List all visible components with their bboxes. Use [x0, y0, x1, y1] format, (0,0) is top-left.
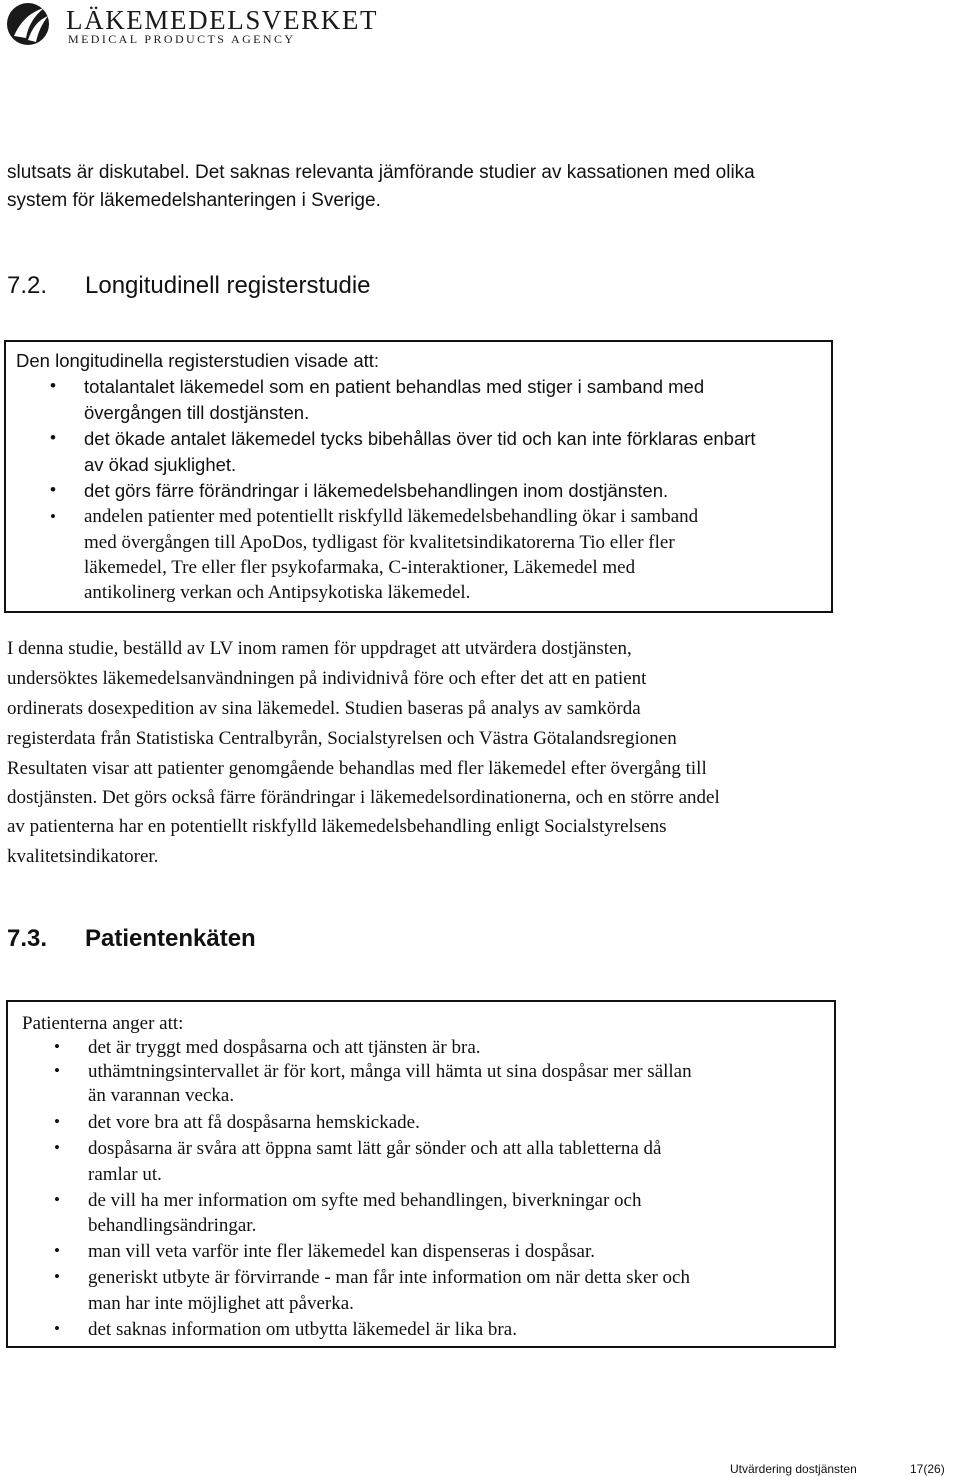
bullet-text: det vore bra att få dospåsarna hemskickade.: [88, 1112, 420, 1133]
bullet-text: av ökad sjuklighet.: [84, 454, 237, 475]
section-number: 7.2.: [7, 272, 48, 299]
bullet-text: behandlingsändringar.: [88, 1215, 257, 1236]
bullet-marker: •: [50, 480, 56, 499]
bullet-text: man har inte möjlighet att påverka.: [88, 1293, 354, 1314]
bullet-text: det är tryggt med dospåsarna och att tjänsten är bra.: [88, 1037, 481, 1058]
bullet-marker: •: [50, 428, 56, 447]
bullet-text: uthämtningsintervallet är för kort, många vill hämta ut sina dospåsar mer sällan: [88, 1061, 692, 1082]
bullet-marker: •: [54, 1061, 60, 1080]
intro-line: system för läkemedelshanteringen i Sverige.: [7, 190, 381, 211]
bullet-marker: •: [54, 1319, 60, 1338]
paragraph-line: undersöktes läkemedelsanvändningen på individnivå före och efter det att en patient: [7, 668, 647, 689]
bullet-marker: •: [54, 1037, 60, 1056]
bullet-marker: •: [50, 507, 56, 526]
bullet-text: det görs färre förändringar i läkemedelsbehandlingen inom dostjänsten.: [84, 480, 669, 501]
bullet-text: läkemedel, Tre eller fler psykofarmaka, C-interaktioner, Läkemedel med: [84, 557, 636, 578]
footer-page-number: 17(26): [910, 1462, 945, 1476]
box-lead: Den longitudinella registerstudien visade att:: [16, 350, 380, 371]
paragraph-line: Resultaten visar att patienter genomgående behandlas med fler läkemedel efter övergång till: [7, 758, 707, 779]
paragraph-line: ordinerats dosexpedition av sina läkemedel. Studien baseras på analys av samkörda: [7, 698, 641, 719]
section-heading: Patientenkäten: [85, 925, 256, 952]
logo-subtitle: MEDICAL PRODUCTS AGENCY: [68, 32, 296, 46]
bullet-text: antikolinerg verkan och Antipsykotiska läkemedel.: [84, 582, 471, 603]
bullet-text: övergången till dostjänsten.: [84, 402, 310, 423]
bullet-text: med övergången till ApoDos, tydligast för kvalitetsindikatorerna Tio eller fler: [84, 532, 675, 553]
bullet-text: ramlar ut.: [88, 1164, 162, 1185]
bullet-text: generiskt utbyte är förvirrande - man får inte information om när detta sker och: [88, 1267, 690, 1288]
bullet-marker: •: [54, 1138, 60, 1157]
bullet-text: de vill ha mer information om syfte med behandlingen, biverkningar och: [88, 1190, 642, 1211]
box-lead: Patienterna anger att:: [22, 1013, 184, 1034]
intro-line: slutsats är diskutabel. Det saknas relevanta jämförande studier av kassationen med olika: [7, 162, 755, 183]
paragraph-line: registerdata från Statistiska Centralbyrån, Socialstyrelsen och Västra Götalandsregionen: [7, 728, 677, 749]
footer-document-title: Utvärdering dostjänsten: [730, 1462, 857, 1476]
agency-logo: [4, 2, 379, 46]
bullet-text: man vill veta varför inte fler läkemedel kan dispenseras i dospåsar.: [88, 1241, 596, 1262]
logo-wordmark: LÄKEMEDELSVERKET: [66, 5, 379, 35]
bullet-text: totalantalet läkemedel som en patient behandlas med stiger i samband med: [84, 376, 705, 397]
bullet-marker: •: [54, 1241, 60, 1260]
logo-emblem-icon: [4, 2, 60, 46]
bullet-marker: •: [54, 1112, 60, 1131]
bullet-marker: •: [50, 376, 56, 395]
bullet-marker: •: [54, 1190, 60, 1209]
bullet-marker: •: [54, 1267, 60, 1286]
paragraph-line: dostjänsten. Det görs också färre förändringar i läkemedelsordinationerna, och en större andel: [7, 787, 720, 808]
paragraph-line: av patienterna har en potentiellt riskfylld läkemedelsbehandling enligt Socialstyrelsens: [7, 816, 667, 837]
bullet-text: det ökade antalet läkemedel tycks bibehållas över tid och kan inte förklaras enbart: [84, 428, 756, 449]
bullet-text: det saknas information om utbytta läkemedel är lika bra.: [88, 1319, 517, 1340]
section-number: 7.3.: [7, 925, 48, 952]
paragraph-line: kvalitetsindikatorer.: [7, 846, 159, 867]
bullet-text: andelen patienter med potentiellt riskfylld läkemedelsbehandling ökar i samband: [84, 506, 699, 527]
bullet-text: dospåsarna är svåra att öppna samt lätt går sönder och att alla tabletterna då: [88, 1138, 662, 1159]
bullet-text: än varannan vecka.: [88, 1085, 235, 1106]
section-heading: Longitudinell registerstudie: [85, 272, 371, 299]
paragraph-line: I denna studie, beställd av LV inom ramen för uppdraget att utvärdera dostjänsten,: [7, 638, 632, 659]
